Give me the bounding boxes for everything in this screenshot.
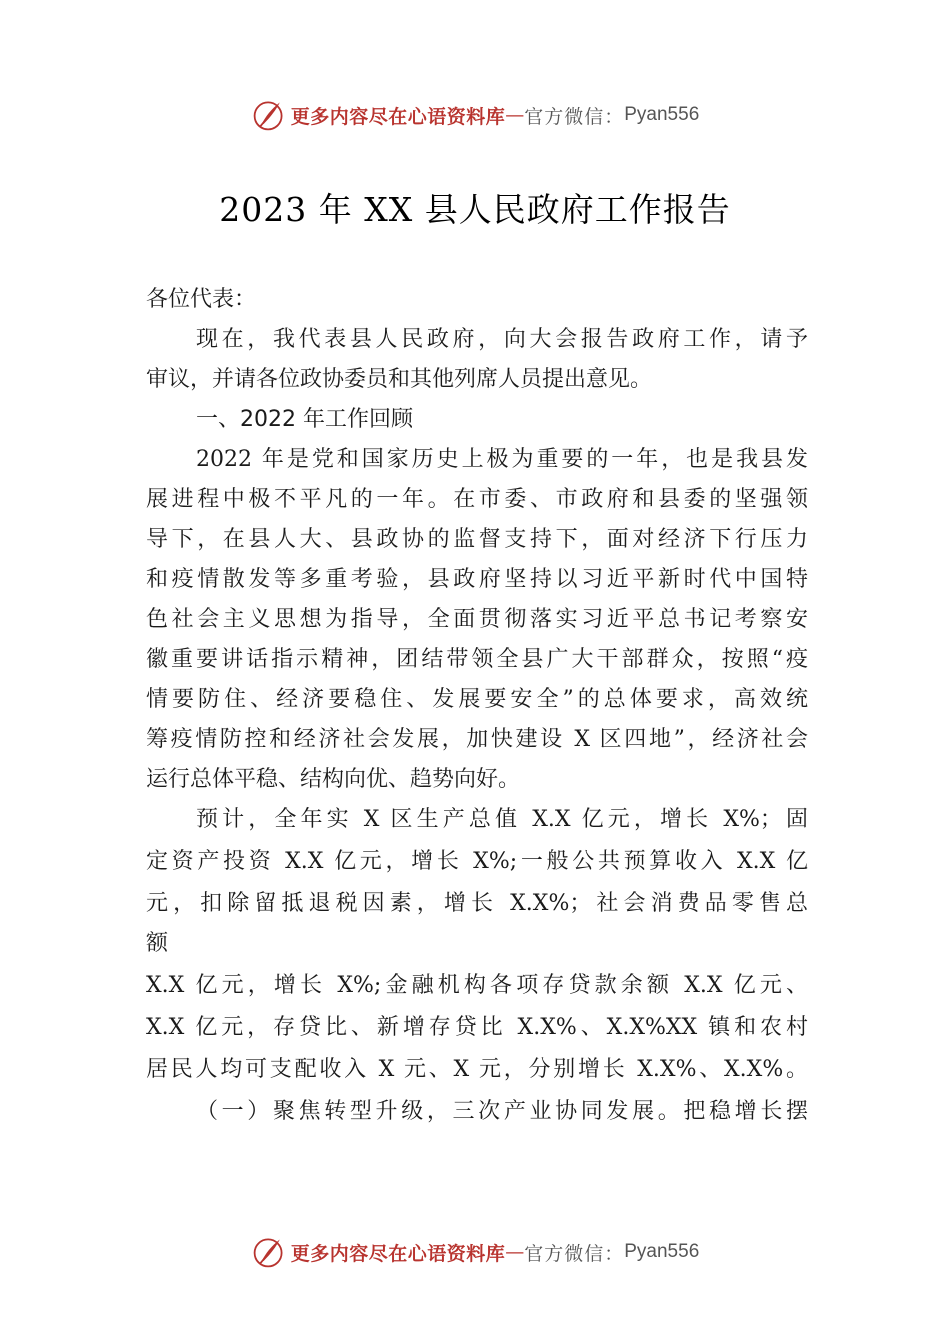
paragraph-line: 运行总体平稳、结构向优、趋势向好。 bbox=[146, 767, 521, 792]
subsection-heading: （一）聚焦转型升级，三次产业协同发展。把稳增长摆 bbox=[196, 1099, 808, 1124]
paragraph-line: 徽重要讲话指示精神，团结带领全县广大干部群众，按照“疫 bbox=[146, 647, 808, 672]
section-heading: 一、2022 年工作回顾 bbox=[196, 407, 413, 432]
watermark-brand-text: 更多内容尽在心语资料库 bbox=[290, 105, 506, 128]
intro-line: 审议，并请各位政协委员和其他列席人员提出意见。 bbox=[146, 367, 653, 392]
paragraph-line: 展进程中极不平凡的一年。在市委、市政府和县委的坚强领 bbox=[146, 487, 808, 512]
paragraph-line: X.X 亿元，增长 X%;金融机构各项存贷款余额 X.X 亿元、 bbox=[146, 973, 808, 998]
paragraph-line: 额 bbox=[146, 931, 169, 956]
watermark-wechat-label: 官方微信： bbox=[524, 1242, 625, 1265]
document-title: 2023 年 XX 县人民政府工作报告 bbox=[219, 190, 731, 229]
paragraph-line: X.X 亿元，存贷比、新增存贷比 X.X%、X.X%XX 镇和农村 bbox=[146, 1015, 808, 1040]
paragraph-line: 和疫情散发等多重考验，县政府坚持以习近平新时代中国特 bbox=[146, 567, 808, 592]
paragraph-line: 居民人均可支配收入 X 元、X 元，分别增长 X.X%、X.X%。 bbox=[146, 1057, 808, 1082]
paragraph-line: 情要防住、经济要稳住、发展要安全”的总体要求，高效统 bbox=[146, 687, 808, 712]
watermark-wechat-id: Pyan556 bbox=[624, 104, 700, 125]
watermark-brand-text: 更多内容尽在心语资料库 bbox=[290, 1242, 506, 1265]
paragraph-line: 筹疫情防控和经济社会发展，加快建设 X 区四地”，经济社会 bbox=[146, 727, 808, 752]
watermark-wechat-id: Pyan556 bbox=[624, 1241, 700, 1262]
intro-line: 现在，我代表县人民政府，向大会报告政府工作，请予 bbox=[196, 327, 808, 352]
salutation: 各位代表： bbox=[146, 287, 257, 312]
paragraph-line: 元，扣除留抵退税因素，增长 X.X%；社会消费品零售总 bbox=[146, 891, 808, 916]
quill-logo-icon bbox=[251, 1234, 287, 1270]
paragraph-line: 预计，全年实 X 区生产总值 X.X 亿元，增长 X%；固 bbox=[196, 807, 808, 832]
watermark-separator: — bbox=[505, 1241, 525, 1263]
document-body bbox=[146, 280, 808, 1132]
watermark-footer bbox=[0, 1232, 950, 1272]
watermark-separator: — bbox=[505, 104, 525, 126]
watermark-wechat-label: 官方微信： bbox=[524, 105, 625, 128]
paragraph-line: 导下，在县人大、县政协的监督支持下，面对经济下行压力 bbox=[146, 527, 808, 552]
paragraph-line: 定资产投资 X.X 亿元，增长 X%;一般公共预算收入 X.X 亿 bbox=[146, 849, 808, 874]
paragraph-line: 2022 年是党和国家历史上极为重要的一年，也是我县发 bbox=[196, 447, 808, 472]
watermark-header bbox=[0, 95, 950, 135]
quill-logo-icon bbox=[251, 97, 287, 133]
paragraph-line: 色社会主义思想为指导，全面贯彻落实习近平总书记考察安 bbox=[146, 607, 808, 632]
